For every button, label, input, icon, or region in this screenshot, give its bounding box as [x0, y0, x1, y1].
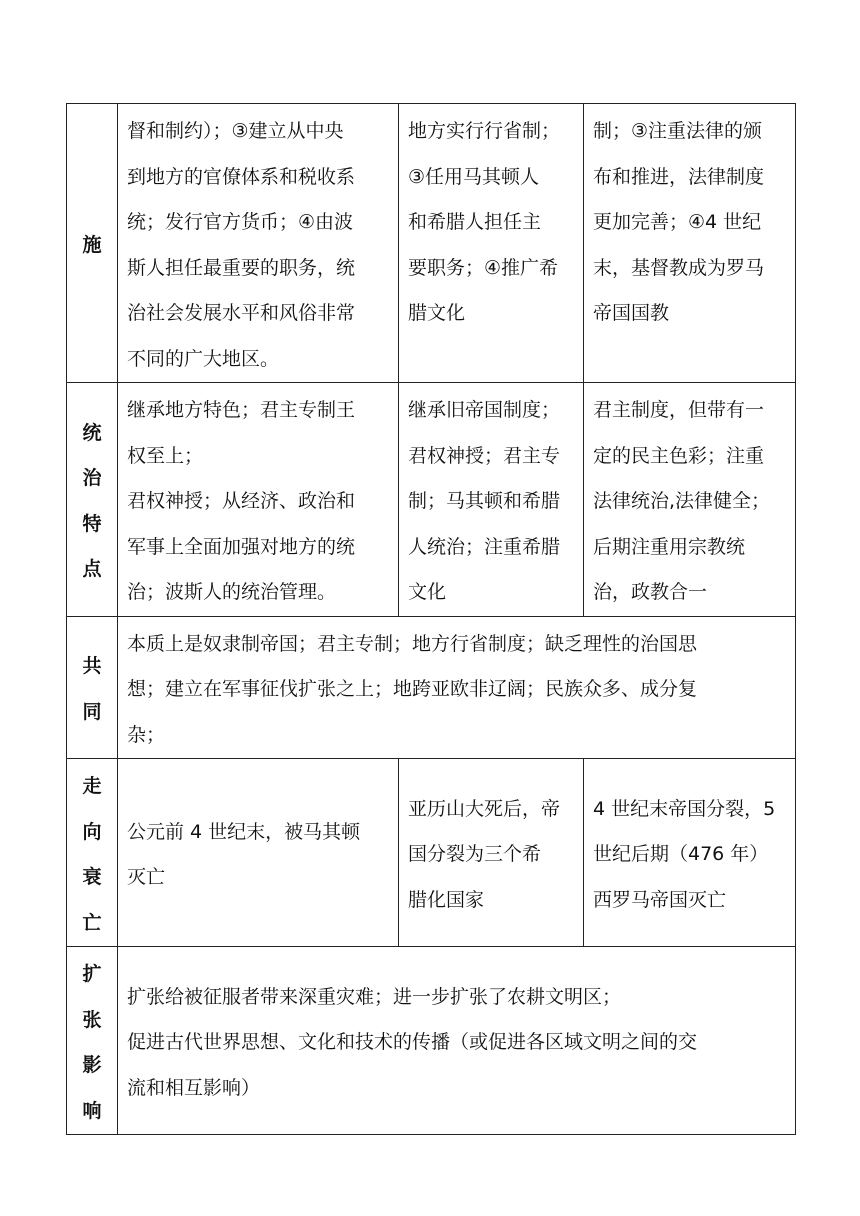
cell-line: 流和相互影响）: [127, 1076, 261, 1099]
cell-line: 后期注重用宗教统: [593, 535, 746, 558]
cell-line: 继承旧帝国制度；: [408, 399, 561, 421]
cell-line: 君权神授；从经济、政治和: [127, 490, 356, 512]
row-header-measures: [67, 104, 118, 383]
row-header-char: 亡: [82, 911, 102, 934]
cell-line: 亚历山大死后，帝: [408, 797, 561, 820]
cell-persia-decline: [118, 759, 399, 947]
row-header-char: 同: [82, 700, 102, 723]
row-header-char: 影: [82, 1054, 102, 1076]
table-row-decline: [67, 759, 796, 947]
cell-line: 腊文化: [408, 302, 466, 324]
cell-line: 斯人担任最重要的职务，统: [127, 256, 356, 279]
cell-line: 更加完善；④4 世纪: [593, 211, 762, 233]
cell-expansion-impact: [118, 947, 796, 1135]
cell-line: 权至上；: [127, 444, 204, 467]
row-header-decline: [67, 759, 118, 947]
cell-line: 督和制约）；③建立从中央: [127, 120, 344, 142]
cell-line: 制；③注重法律的颁: [593, 120, 763, 142]
cell-line: 公元前 4 世纪末，被马其顿: [127, 820, 361, 843]
cell-line: 不同的广大地区。: [127, 347, 280, 370]
cell-line: 布和推进，法律制度: [593, 165, 765, 188]
row-header-char: 响: [82, 1099, 102, 1122]
cell-line: 治社会发展水平和风俗非常: [127, 302, 356, 324]
table-row-common: [67, 616, 796, 759]
row-header-expansion-impact: [67, 947, 118, 1135]
cell-line: 制；马其顿和希腊: [408, 490, 561, 512]
cell-line: ③任用马其顿人: [408, 165, 540, 188]
cell-common: [118, 616, 796, 759]
row-header-char: 张: [82, 1008, 102, 1031]
cell-persia-measures: [118, 104, 399, 383]
cell-line: 本质上是奴隶制帝国；君主专制；地方行省制度；缺乏理性的治国思: [127, 632, 698, 655]
cell-line: 促进古代世界思想、文化和技术的传播（或促进各区域文明之间的交: [127, 1031, 698, 1054]
cell-line: 统；发行官方货币；④由波: [127, 211, 354, 233]
row-header-char: 治: [82, 467, 102, 490]
cell-line: 法律统治,法律健全；: [593, 490, 771, 512]
cell-alexander-decline: [399, 759, 584, 947]
cell-line: 人统治；注重希腊: [408, 535, 561, 558]
row-header-char: 施: [82, 233, 102, 256]
table-row-measures: [67, 104, 796, 383]
cell-line: 西罗马帝国灭亡: [593, 888, 727, 911]
cell-line: 扩张给被征服者带来深重灾难；进一步扩张了农耕文明区；: [127, 985, 622, 1008]
cell-line: 定的民主色彩；注重: [593, 444, 765, 467]
cell-line: 末，基督教成为罗马: [593, 256, 765, 279]
cell-persia-features: [118, 383, 399, 617]
row-header-char: 特: [82, 512, 102, 535]
row-header-ruling-features: [67, 383, 118, 617]
cell-rome-measures: [584, 104, 796, 383]
cell-rome-features: [584, 383, 796, 617]
cell-line: 和希腊人担任主: [408, 211, 542, 233]
cell-alexander-features: [399, 383, 584, 617]
table-row-ruling-features: [67, 383, 796, 617]
cell-alexander-measures: [399, 104, 584, 383]
cell-line: 君权神授；君主专: [408, 444, 561, 467]
cell-line: 国分裂为三个希: [408, 843, 542, 866]
cell-line: 到地方的官僚体系和税收系: [127, 165, 356, 188]
row-header-char: 衰: [82, 866, 102, 888]
cell-line: 想；建立在军事征伐扩张之上；地跨亚欧非辽阔；民族众多、成分复: [127, 678, 698, 700]
cell-line: 君主制度，但带有一: [593, 399, 765, 421]
cell-line: 世纪后期（476 年）: [593, 843, 769, 866]
cell-line: 地方实行行省制；: [408, 120, 561, 142]
cell-line: 要职务；④推广希: [408, 256, 559, 279]
comparison-table: [66, 103, 796, 1135]
row-header-char: 向: [82, 820, 102, 843]
row-header-char: 统: [82, 421, 102, 444]
cell-line: 杂；: [127, 723, 166, 746]
cell-line: 腊化国家: [408, 888, 485, 911]
cell-line: 帝国国教: [593, 302, 670, 324]
cell-line: 灭亡: [127, 866, 166, 888]
cell-line: 继承地方特色；君主专制王: [127, 399, 356, 421]
row-header-char: 扩: [82, 963, 102, 985]
row-header-char: 共: [82, 655, 102, 678]
cell-line: 4 世纪末帝国分裂，5: [593, 797, 776, 820]
row-header-char: 点: [82, 558, 102, 581]
row-header-common: [67, 616, 118, 759]
cell-line: 治；波斯人的统治管理。: [127, 581, 337, 603]
cell-line: 文化: [408, 581, 447, 603]
table-row-expansion-impact: [67, 947, 796, 1135]
cell-line: 军事上全面加强对地方的统: [127, 535, 356, 558]
row-header-char: 走: [82, 775, 102, 797]
cell-rome-decline: [584, 759, 796, 947]
cell-line: 治，政教合一: [593, 581, 708, 603]
